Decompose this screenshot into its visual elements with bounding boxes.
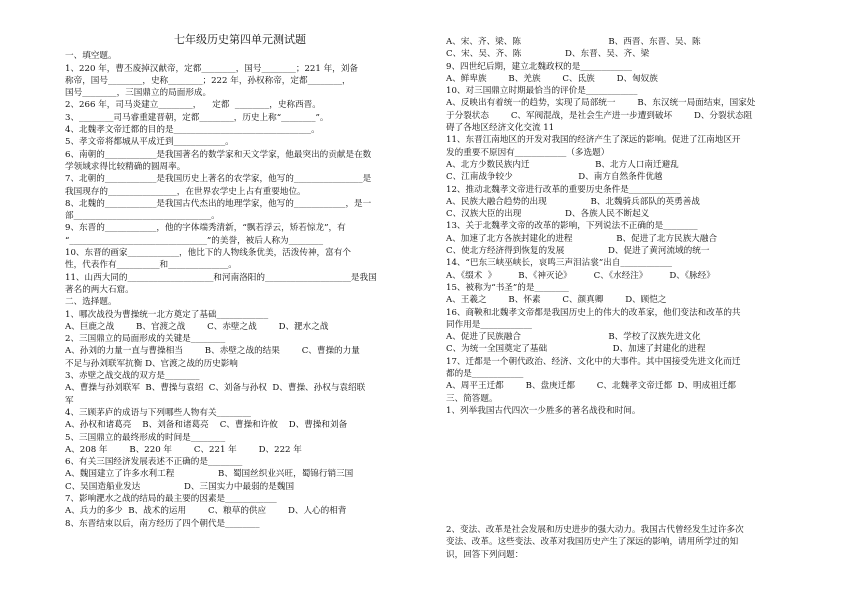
right-column-bottom [446, 524, 798, 561]
text-line: 16、商鞅和北魏孝文帝都是我国历史上的伟大的改革家，他们变法和改革的共 [446, 307, 741, 318]
text-line: 7、影响淝水之战的结局的最主要的因素是____________ [65, 493, 277, 504]
right-column-body [446, 36, 798, 417]
text-line: 部________________________________。 [65, 211, 220, 222]
text-line: 10、东晋的画家____________，他比下的人物线条优美，活泼传神，富有个 [65, 248, 351, 259]
text-line: 14、“巴东三峡巫峡长，哀鸣三声泪沾裳”出自____________ [446, 258, 672, 269]
text-line: 国号________，三国鼎立的局面形成。 [65, 88, 212, 99]
text-line: A、王羲之 B、怀素 C、颜真卿 D、顾恺之 [446, 295, 667, 306]
text-line: 11、东晋江南地区的开发对我国的经济产生了深远的影响。促进了江南地区开 [446, 135, 741, 146]
text-line: 称帝，国号________，史称________；222 年，孙权称帝，定都________， [65, 75, 351, 86]
text-line: 变法、改革。这些变法、改革对我国历史产生了深远的影响，请用所学过的知 [446, 537, 739, 548]
left-column-body [65, 50, 415, 530]
text-line: 4、北魏孝文帝迁都的目的是________________________________。 [65, 125, 320, 136]
text-line: A、反映出有着统一的趋势，实现了局部统一 B、东汉统一局面结束，国家处 [446, 98, 756, 109]
text-line: C、汉族大臣的出现 D、各族人民不断起义 [446, 209, 650, 220]
text-line: 1、220 年，曹丕废掉汉献帝，定都________，国号________；221 年，刘备 [65, 63, 358, 74]
text-line: 1、哪次战役为曹操统一北方奠定了基础____________ [65, 309, 269, 320]
exam-title: 七年级历史第四单元测试题 [174, 33, 306, 46]
text-line: A、加速了北方各族封建化的进程 B、促进了北方民族大融合 [446, 233, 718, 244]
text-line: A、曹操与孙刘联军 B、曹操与袁绍 C、刘备与孙权 D、曹操、孙权与袁绍联 [65, 383, 366, 394]
text-line: C、为统一全国奠定了基础 D、加速了封建化的进程 [446, 344, 706, 355]
text-line: 9、东晋的____________，他的字体端秀清新，“飘若浮云，矫若惊龙”，有 [65, 223, 346, 234]
text-line: 发的重要不原因有____________（多选题） [446, 147, 610, 158]
text-line: 2、三国鼎立的局面形成的关键是________ [65, 334, 226, 345]
text-line: 8、北魏的____________是我国古代杰出的地理学家，他写的____________，是一 [65, 198, 372, 209]
text-line: 2、266 年，司马炎建立________， 定都 ________，史称西晋。 [65, 100, 321, 111]
text-line: A、周平王迁都 B、盘庚迁都 C、北魏孝文帝迁都 D、明成祖迁都 [446, 381, 737, 392]
text-line: 5、三国鼎立的最终形成的时间是________ [65, 432, 226, 443]
text-line: 6、南朝的____________是我国著名的数学家和天文学家，他最突出的贡献是在数 [65, 149, 372, 160]
text-line: 三、简答题。 [446, 393, 498, 404]
text-line: A、孙刘的力量一直与曹操相当 B、赤壁之战的结果 C、曹操的力量 [65, 346, 360, 357]
text-line: 12、推动北魏孝文帝进行改革的重要历史条件是____________ [446, 184, 681, 195]
text-line: 性，代表作有__________和______________。 [65, 260, 237, 271]
text-line: 都的是____________ [446, 369, 524, 380]
text-line: C、使北方经济得到恢复的发展 D、促进了黄河流域的统一 [446, 246, 710, 257]
text-line: A、巨鹿之战 B、官渡之战 C、赤壁之战 D、淝水之战 [65, 321, 329, 332]
text-line: A、208 年 B、220 年 C、221 年 D、222 年 [65, 444, 302, 455]
text-line: A、魏国建立了许多水利工程 B、蜀国丝织业兴旺，蜀锦行销三国 [65, 469, 354, 480]
text-line: 6、有关三国经济发展表述不正确的是________ [65, 457, 243, 468]
text-line: 1、列举我国古代四次一少胜多的著名战役和时间。 [446, 405, 641, 416]
text-line: 军 [65, 395, 74, 406]
text-line: 一、填空题。 [65, 51, 117, 62]
text-line: 8、东晋结束以后，南方经历了四个朝代是________ [65, 518, 260, 529]
text-line: 15、被称为“书圣”的是________ [446, 282, 569, 293]
text-line: 同作用是____________ [446, 319, 532, 330]
left-column [65, 0, 415, 530]
text-line: 13、关于北魏孝文帝的改革的影响，下列说法不正确的是________ [446, 221, 698, 232]
text-line: 9、四世纪后期，建立北魏政权的是____________ [446, 61, 632, 72]
text-line: 识，回答下列问题： [446, 549, 524, 560]
text-line: 5、孝文帝将都城从平成迁到____________。 [65, 137, 234, 148]
text-line: 不足与孙刘联军抗衡 D、官渡之战的历史影响 [65, 358, 238, 369]
text-line: C、宋、吴、齐、陈 D、东晋、吴、齐、梁 [446, 49, 650, 60]
text-line: 17、迁都是一个朝代政治、经济、文化中的大事件。其中国接受先进文化而迁 [446, 356, 741, 367]
text-line: 学领域求得比较精确的圆周率。 [65, 161, 186, 172]
text-line: A、孙权和诸葛亮 B、刘备和诸葛亮 C、曹操和许攸 D、曹操和刘备 [65, 420, 348, 431]
text-line: “________________________________”的美誉，被后人称为________ [65, 235, 324, 246]
text-line: C、江南战争较少 D、南方自然条件优越 [446, 172, 663, 183]
text-line: 11、山西大同的____________________和河南洛阳的____________________是我国 [65, 272, 377, 283]
text-line: 于分裂状态 C、军阀混战，是社会生产进一步遭到破坏 D、分裂状态阻 [446, 110, 753, 121]
text-line: A、促进了民族融合 B、学校了汉族先进文化 [446, 332, 701, 343]
text-line: 二、选择题。 [65, 297, 117, 308]
text-line: A、民族大融合趋势的出现 B、北魏骑兵部队的英勇善战 [446, 196, 700, 207]
text-line: 10、对三国鼎立时期最恰当的评价是____________ [446, 86, 638, 97]
text-line: A、鲜卑族 B、羌族 C、氐族 D、匈奴族 [446, 73, 658, 84]
text-line: 我国现存的________________，在世界农学史上占有重要地位。 [65, 186, 306, 197]
text-line: 著名的两大石窟。 [65, 284, 134, 295]
text-line: A、宋、齐、梁、陈 B、西晋、东晋、吴、陈 [446, 37, 701, 47]
text-line: 3、________司马睿重建晋朝，定都________，历史上称“________”。 [65, 112, 329, 123]
text-line: 2、变法、改革是社会发展和历史进步的强大动力。我国古代曾经发生过许多次 [446, 525, 744, 535]
text-line: A、《缀术 》 B、《神灭论》 C、《水经注》 D、《脉经》 [446, 270, 715, 281]
right-column [446, 36, 798, 560]
text-line: A、兵力的多少 B、战术的运用 C、粮草的供应 D、人心的相背 [65, 506, 347, 517]
text-line: 碍了各地区经济文化交流 11 [446, 123, 555, 134]
text-line: A、北方少数民族内迁 B、北方人口南迁避乱 [446, 159, 679, 170]
text-line: 7、北朝的____________是我国历史上著名的农学家，他写的________________是 [65, 174, 372, 185]
text-line: 3、赤壁之战交战的双方是________ [65, 371, 200, 382]
text-line: C、吴国造船业发达 D、三国实力中最弱的是魏国 [65, 481, 295, 492]
text-line: 4、三顾茅庐的成语与下列哪些人物有关________ [65, 407, 251, 418]
